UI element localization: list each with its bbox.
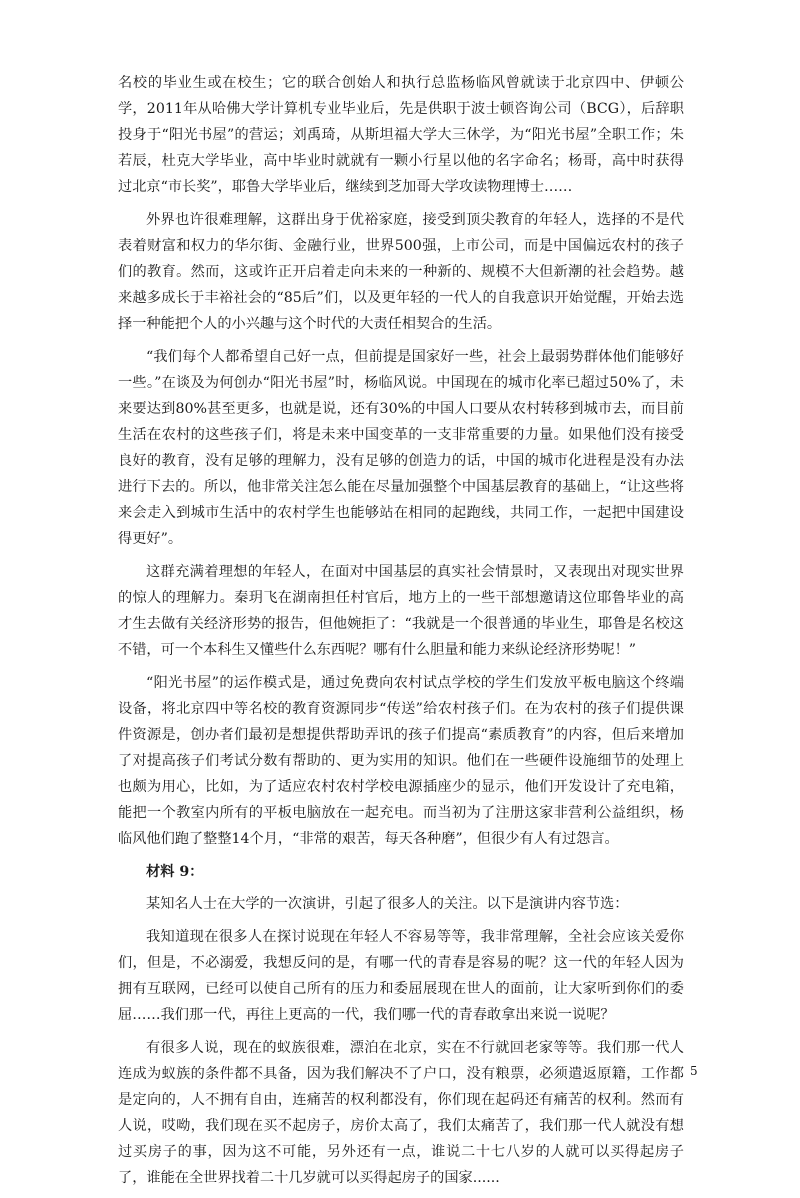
paragraph-3: “我们每个人都希望自己好一点，但前提是国家好一些，社会上最弱势群体他们能够好一些。”在谈及为何创办“阳光书屋”时，杨临风说。中国现在的城市化率已超过50%了，未来要达到80%甚至更多，也就是说，还有30%的中国人口要从农村转移到城市去，而目前生活在农村的这些孩子们，将是未来中国变革的一支非常重要的力量。如果他们没有接受良好的教育，没有足够的理解力，没有足够的创造力的话，中国的城市化进程是没有办法进行下去的。所以，他非常关注怎么能在尽量加强整个中国基层教育的基础上，“让这些将来会走入到城市生活中的农村学生也能够站在相同的起跑线，共同工作，一起把中国建设得更好”。 xyxy=(118,349,684,547)
body-text xyxy=(118,70,684,1198)
material-heading: 材料 9： xyxy=(146,864,204,880)
paragraph-5: “阳光书屋”的运作模式是，通过免费向农村试点学校的学生们发放平板电脑这个终端设备，将北京四中等名校的教育资源同步“传送”给农村孩子们。在为农村的孩子们提供课件资源是，创办者们最初是想提供帮助弄讯的孩子们提高“素质教育”的内容，但后来增加了对提高孩子们考试分数有帮助的、更为实用的知识。他们在一些硬件设施细节的处理上也颇为用心，比如，为了适应农村农村学校电源插座少的显示，他们开发设计了充电箱，能把一个教室内所有的平板电脑放在一起充电。而当初为了注册这家非营利公益组织，杨临风他们跑了整整14个月，“非常的艰苦，每天各种磨”，但很少有人有过怨言。 xyxy=(118,675,684,847)
paragraph-8: 有很多人说，现在的蚁族很难，漂泊在北京，实在不行就回老家等等。我们那一代人连成为蚁族的条件都不具备，因为我们解决不了户口，没有粮票，必须遣返原籍，工作都是定向的，人不拥有自由，连痛苦的权利都没有，你们现在起码还有痛苦的权利。然而有人说，哎呦，我们现在买不起房子，房价太高了，我们太痛苦了，我们那一代人就没有想过买房子的事，因为这不可能，另外还有一点，谁说二十七八岁的人就可以买得起房子了，谁能在全世界找着二十几岁就可以买得起房子的国家...... xyxy=(118,1040,684,1186)
paragraph-2: 外界也许很难理解，这群出身于优裕家庭，接受到顶尖教育的年轻人，选择的不是代表着财富和权力的华尔街、金融行业，世界500强，上市公司，而是中国偏远农村的孩子们的教育。然而，这或许正开启着走向未来的一种新的、规模不大但新潮的社会趋势。越来越多成长于丰裕社会的“85后”们，以及更年轻的一代人的自我意识开始觉醒，开始去选择一种能把个人的小兴趣与这个时代的大责任相契合的生活。 xyxy=(118,212,684,332)
page-number: 5 xyxy=(690,1064,698,1078)
paragraph-1: 名校的毕业生或在校生；它的联合创始人和执行总监杨临风曾就读于北京四中、伊顿公学，2011年从哈佛大学计算机专业毕业后，先是供职于波士顿咨询公司（BCG），后辞职投身于“阳光书屋”的营运；刘禹琦，从斯坦福大学大三休学，为“阳光书屋”全职工作；朱若辰，杜克大学毕业，高中毕业时就就有一颗小行星以他的名字命名；杨哥，高中时获得过北京“市长奖”，耶鲁大学毕业后，继续到芝加哥大学攻读物理博士…… xyxy=(118,75,684,195)
paragraph-7: 我知道现在很多人在探讨说现在年轻人不容易等等，我非常理解，全社会应该关爱你们，但是，不必溺爱，我想反问的是，有哪一代的青春是容易的呢？这一代的年轻人因为拥有互联网，已经可以使自己所有的压力和委屈展现在世人的面前，让大家听到你们的委屈……我们那一代，再往上更高的一代，我们哪一代的青春敢拿出来说一说呢？ xyxy=(118,929,684,1023)
paragraph-6: 某知名人士在大学的一次演讲，引起了很多人的关注。以下是演讲内容节选： xyxy=(146,896,629,912)
paragraph-4: 这群充满着理想的年轻人，在面对中国基层的真实社会情景时，又表现出对现实世界的惊人的理解力。秦玥飞在湖南担任村官后，地方上的一些干部想邀请这位耶鲁毕业的高才生去做有关经济形势的报告，但他婉拒了：“我就是一个很普通的毕业生，耶鲁是名校这不错，可一个本科生又懂些什么东西呢？哪有什么胆量和能力来纵论经济形势呢！” xyxy=(118,564,684,658)
